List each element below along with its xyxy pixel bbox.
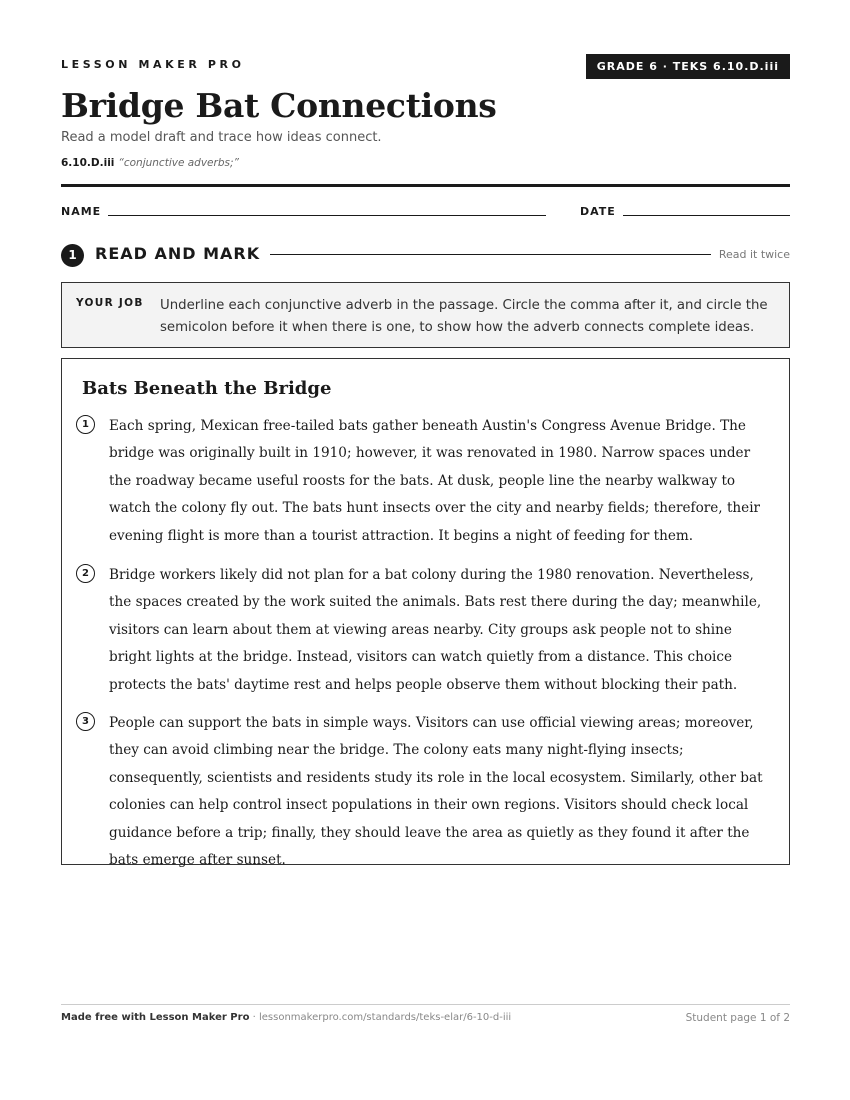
- section-hint: Read it twice: [718, 248, 790, 261]
- instructions-box: [61, 282, 790, 348]
- grade-badge: GRADE 6 · TEKS 6.10.D.iii: [586, 54, 790, 79]
- brand-name: LESSON MAKER PRO: [61, 58, 245, 71]
- name-label: NAME: [61, 205, 102, 218]
- page-title: Bridge Bat Connections: [61, 86, 497, 125]
- instructions-label: YOUR JOB: [76, 297, 144, 309]
- page-subtitle: Read a model draft and trace how ideas connect.: [61, 130, 382, 145]
- passage-box: [61, 358, 790, 869]
- standard-line: [61, 157, 239, 169]
- footer-page-number: Student page 1 of 2: [685, 1012, 790, 1024]
- date-field[interactable]: [623, 215, 790, 216]
- footer-made-with: Made free with Lesson Maker Pro: [61, 1012, 250, 1023]
- section-rule: [270, 254, 711, 255]
- date-label: DATE: [580, 205, 616, 218]
- passage-paragraph: Each spring, Mexican free-tailed bats gather beneath Austin's Congress Avenue Bridge. The bridge was originally built in 1910; however, it was renovated in 1980. Narrow spaces under the roadway became useful roosts for the bats. At dusk, people line the nearby walkway to watch the colony fly out. The bats hunt insects over the city and nearby fields; therefore, their evening flight is more than a tourist attraction. It begins a night of feeding for them.: [109, 418, 761, 544]
- passage-paragraph: People can support the bats in simple ways. Visitors can use official viewing areas; moreover, they can avoid climbing near the bridge. The colony eats many night-flying insects; consequently, scientists and residents study its role in the local ecosystem. Similarly, other bat colonies can help control insect populations in their own regions. Visitors should check local guidance before a trip; finally, they should leave the area as quietly as they found it after the bats emerge after sunset.: [109, 715, 763, 869]
- standard-quote: “conjunctive adverbs;”: [118, 157, 239, 169]
- instructions-text: Underline each conjunctive adverb in the passage. Circle the comma after it, and circle the semicolon before it when there is one, to show how the adverb connects complete ideas.: [160, 298, 768, 335]
- passage-paragraph: Bridge workers likely did not plan for a bat colony during the 1980 renovation. Nevertheless, the spaces created by the work suited the animals. Bats rest there during the day; meanwhile, visitors can learn about them at viewing areas nearby. City groups ask people not to shine bright lights at the bridge. Instead, visitors can watch quietly from a distance. This choice protects the bats' daytime rest and helps people observe them without blocking their path.: [109, 567, 762, 693]
- paragraph-number-badge: 3: [76, 712, 95, 731]
- section-number-badge: 1: [61, 244, 84, 267]
- passage-title: Bats Beneath the Bridge: [82, 378, 332, 399]
- footer-credit: [61, 1012, 511, 1023]
- standard-code: 6.10.D.iii: [61, 157, 115, 169]
- footer-url: · lessonmakerpro.com/standards/teks-elar/6-10-d-iii: [249, 1012, 512, 1023]
- name-field[interactable]: [108, 215, 546, 216]
- footer-divider: [61, 1004, 790, 1005]
- section-title: READ AND MARK: [95, 244, 261, 263]
- paragraph-number-badge: 1: [76, 415, 95, 434]
- worksheet-page: [61, 0, 790, 1100]
- paragraph-number-badge: 2: [76, 564, 95, 583]
- header-divider: [61, 184, 790, 187]
